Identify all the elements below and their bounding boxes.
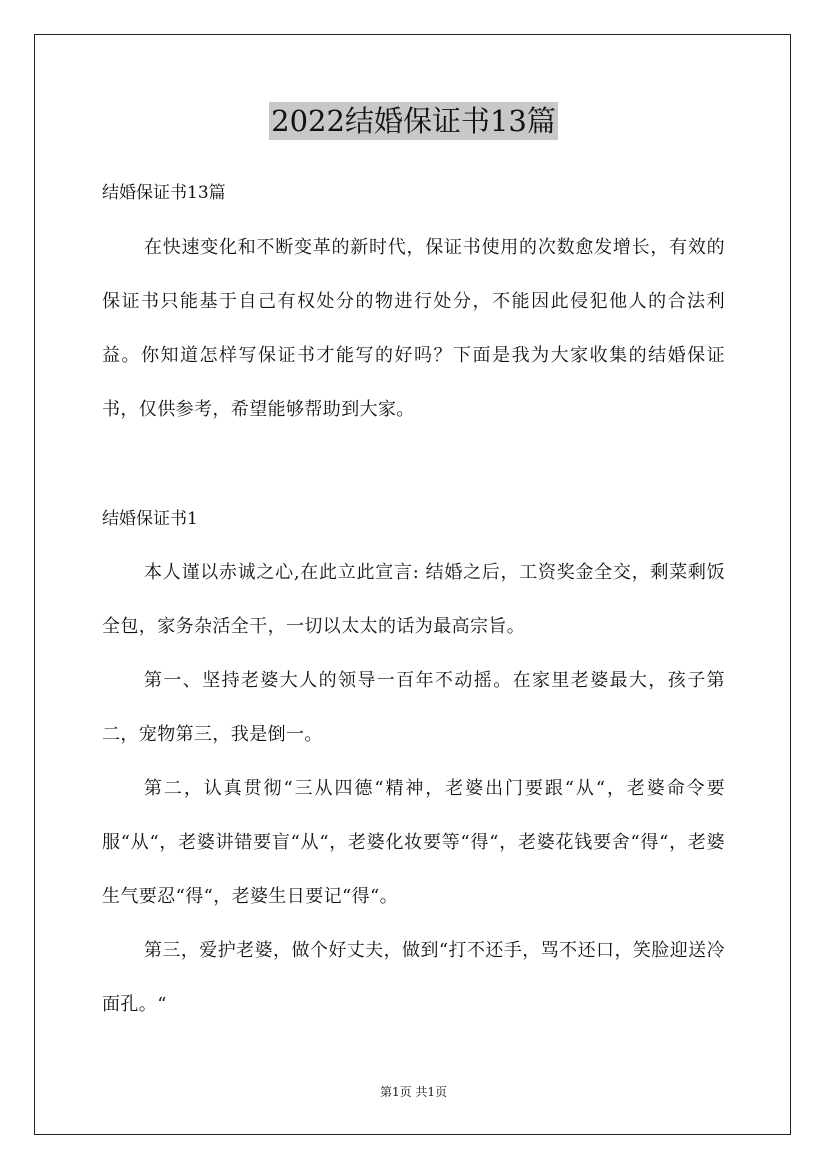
body-paragraph-3: 第二，认真贯彻“三从四德“精神，老婆出门要跟“从“，老婆命令要服“从“，老婆讲错要盲“从“，老婆化妆要等“得“，老婆花钱要舍“得“，老婆生气要忍“得“，老婆生日要记“得“。 [102,778,725,907]
body-paragraph-1: 本人谨以赤诚之心,在此立此宣言: 结婚之后，工资奖金全交，剩菜剩饭全包，家务杂活全干，一切以太太的话为最高宗旨。 [102,562,725,637]
body-paragraph-4: 第三，爱护老婆，做个好丈夫，做到“打不还手，骂不还口，笑脸迎送冷面孔。“ [102,940,725,1015]
section-heading: 结婚保证书1 [102,509,198,529]
intro-paragraph: 在快速变化和不断变革的新时代，保证书使用的次数愈发增长，有效的保证书只能基于自己有权处分的物进行处分，不能因此侵犯他人的合法利益。你知道怎样写保证书才能写的好吗？下面是我为大家收集的结婚保证书，仅供参考，希望能够帮助到大家。 [102,237,725,420]
page-footer: 第1页 共1页 [379,1085,448,1099]
body-paragraph-2: 第一、坚持老婆大人的领导一百年不动摇。在家里老婆最大，孩子第二，宠物第三，我是倒一。 [102,670,725,745]
intro-heading: 结婚保证书13篇 [102,183,226,203]
document-title: 2022结婚保证书13篇 [271,104,556,138]
title-container [0,102,827,140]
